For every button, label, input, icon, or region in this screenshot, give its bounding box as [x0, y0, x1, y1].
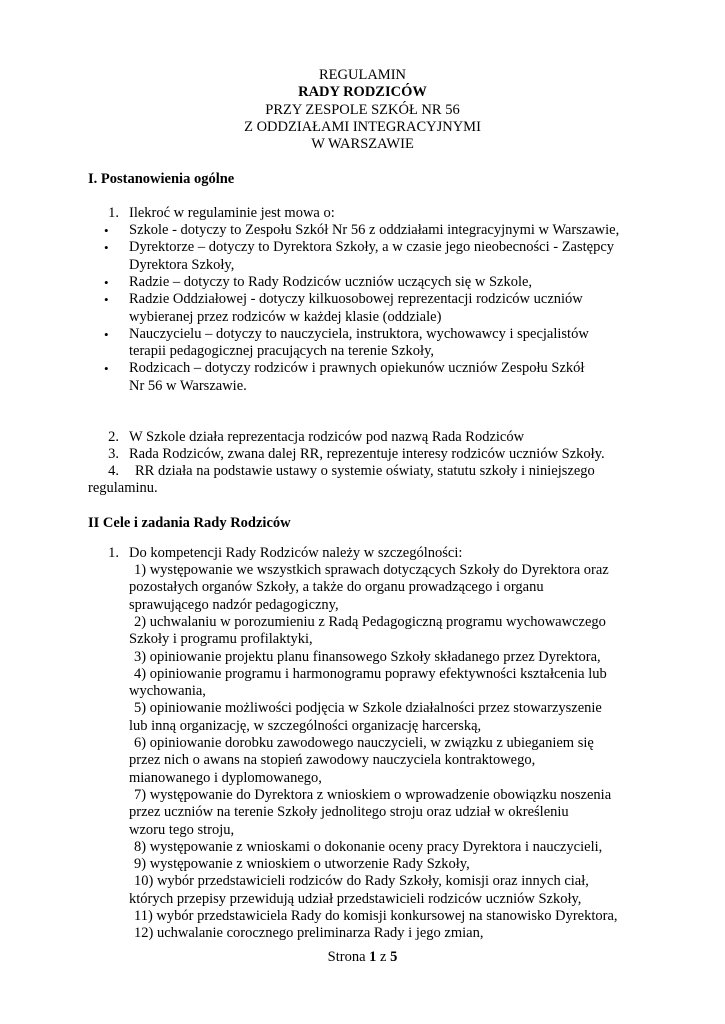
bullet-point-icon: •	[104, 361, 109, 377]
item-text: RR działa na podstawie ustawy o systemie oświaty, statutu szkoły i niniejszego	[135, 463, 595, 479]
competence-line: 11) wybór przedstawiciela Rady do komisji konkursowej na stanowisko Dyrektora,	[134, 908, 618, 924]
page-footer	[0, 949, 725, 966]
title-line: PRZY ZESPOLE SZKÓŁ NR 56	[265, 101, 460, 118]
item-text: Do kompetencji Rady Rodziców należy w szczególności:	[129, 545, 463, 561]
bullet-text-line: wybieranej przez rodziców w każdej klasie (oddziale)	[129, 308, 442, 325]
footer-prefix: Strona	[327, 949, 370, 965]
competence-line: mianowanego i dyplomowanego,	[129, 769, 322, 786]
title-line: REGULAMIN	[319, 67, 406, 83]
total-pages-number: 5	[390, 949, 398, 965]
bullet-text-line: Dyrektorze – dotyczy to Dyrektora Szkoły, a w czasie jego nieobecności - Zastępcy	[129, 239, 615, 256]
footer-middle: z	[376, 949, 391, 965]
current-page-number: 1	[369, 949, 377, 965]
competence-line: 8) występowanie z wnioskami o dokonanie oceny pracy Dyrektora i nauczycieli,	[134, 838, 603, 855]
competence-line: przez nich o awans na stopień zawodowy nauczyciela kontraktowego,	[129, 752, 536, 769]
competence-line: 10) wybór przedstawicieli rodziców do Rady Szkoły, komisji oraz innych ciał,	[134, 873, 589, 890]
item-number: 3.	[108, 446, 119, 462]
bullet-text-line: Rodzicach – dotyczy rodziców i prawnych opiekunów uczniów Zespołu Szkół	[129, 360, 585, 377]
competence-line: 12) uchwalanie corocznego preliminarza Rady i jego zmian,	[134, 925, 484, 942]
competence-line: wzoru tego stroju,	[129, 821, 235, 838]
title-line: W WARSZAWIE	[311, 136, 414, 153]
document-title	[0, 67, 725, 153]
bullet-text-line: Szkole - dotyczy to Zespołu Szkół Nr 56 z oddziałami integracyjnymi w Warszawie,	[129, 222, 620, 238]
title-line: RADY RODZICÓW	[298, 84, 427, 101]
item-number: 2.	[108, 429, 119, 445]
competence-line: 5) opiniowanie możliwości podjęcia w Szkole działalności przez stowarzyszenie	[134, 700, 602, 717]
bullet-point-icon: •	[104, 292, 109, 308]
bullet-point-icon: •	[104, 223, 109, 238]
bullet-point-icon: •	[104, 240, 109, 256]
competence-line: Szkoły i programu profilaktyki,	[129, 631, 313, 648]
competence-line: 4) opiniowanie programu i harmonogramu poprawy efektywności kształcenia lub	[134, 665, 607, 682]
competence-line: lub inną organizację, w szczególności organizację harcerską,	[129, 717, 482, 734]
item-text: Rada Rodziców, zwana dalej RR, reprezentuje interesy rodziców uczniów Szkoły.	[129, 446, 605, 462]
item-text: Ilekroć w regulaminie jest mowa o:	[129, 205, 335, 221]
competence-line: przez uczniów na terenie Szkoły jednolitego stroju oraz udział w określeniu	[129, 804, 569, 821]
bullet-text-line: Radzie – dotyczy to Rady Rodziców uczniów uczących się w Szkole,	[129, 273, 533, 290]
competence-line: wychowania,	[129, 683, 206, 700]
competence-line: 6) opiniowanie dorobku zawodowego nauczycieli, w związku z ubieganiem się	[134, 735, 594, 751]
competence-line: sprawującego nadzór pedagogiczny,	[129, 596, 339, 613]
item-number: 1.	[108, 205, 119, 221]
item-text-continuation: regulaminu.	[88, 480, 158, 496]
competence-line: których przepisy przewidują udział przedstawicieli rodziców uczniów Szkoły,	[129, 890, 582, 907]
bullet-text-line: terapii pedagogicznej pracujących na terenie Szkoły,	[129, 343, 435, 360]
competence-line: 2) uchwalaniu w porozumieniu z Radą Pedagogiczną programu wychowawczego	[134, 613, 606, 630]
bullet-text-line: Nr 56 w Warszawie.	[129, 377, 247, 394]
competence-line: 3) opiniowanie projektu planu finansowego Szkoły składanego przez Dyrektora,	[134, 648, 601, 665]
bullet-text-line: Radzie Oddziałowej - dotyczy kilkuosobowej reprezentacji rodziców uczniów	[129, 291, 583, 308]
item-number: 4.	[108, 463, 119, 479]
title-line: Z ODDZIAŁAMI INTEGRACYJNYMI	[244, 118, 481, 135]
competence-line: pozostałych organów Szkoły, a także do organu prowadzącego i organu	[129, 579, 544, 596]
bullet-text-line: Dyrektora Szkoły,	[129, 256, 235, 273]
bullet-text-line: Nauczycielu – dotyczy to nauczyciela, instruktora, wychowawcy i specjalistów	[129, 325, 589, 342]
section-heading: I. Postanowienia ogólne	[88, 171, 235, 187]
item-number: 1.	[108, 545, 119, 561]
competence-line: 9) występowanie z wnioskiem o utworzenie Rady Szkoły,	[134, 856, 470, 873]
item-text: W Szkole działa reprezentacja rodziców pod nazwą Rada Rodziców	[129, 429, 525, 445]
bullet-point-icon: •	[104, 326, 109, 342]
bullet-point-icon: •	[104, 274, 109, 290]
section-heading: II Cele i zadania Rady Rodziców	[88, 515, 291, 531]
competence-line: 7) występowanie do Dyrektora z wnioskiem o wprowadzenie obowiązku noszenia	[134, 786, 612, 803]
competence-line: 1) występowanie we wszystkich sprawach dotyczących Szkoły do Dyrektora oraz	[134, 562, 609, 578]
